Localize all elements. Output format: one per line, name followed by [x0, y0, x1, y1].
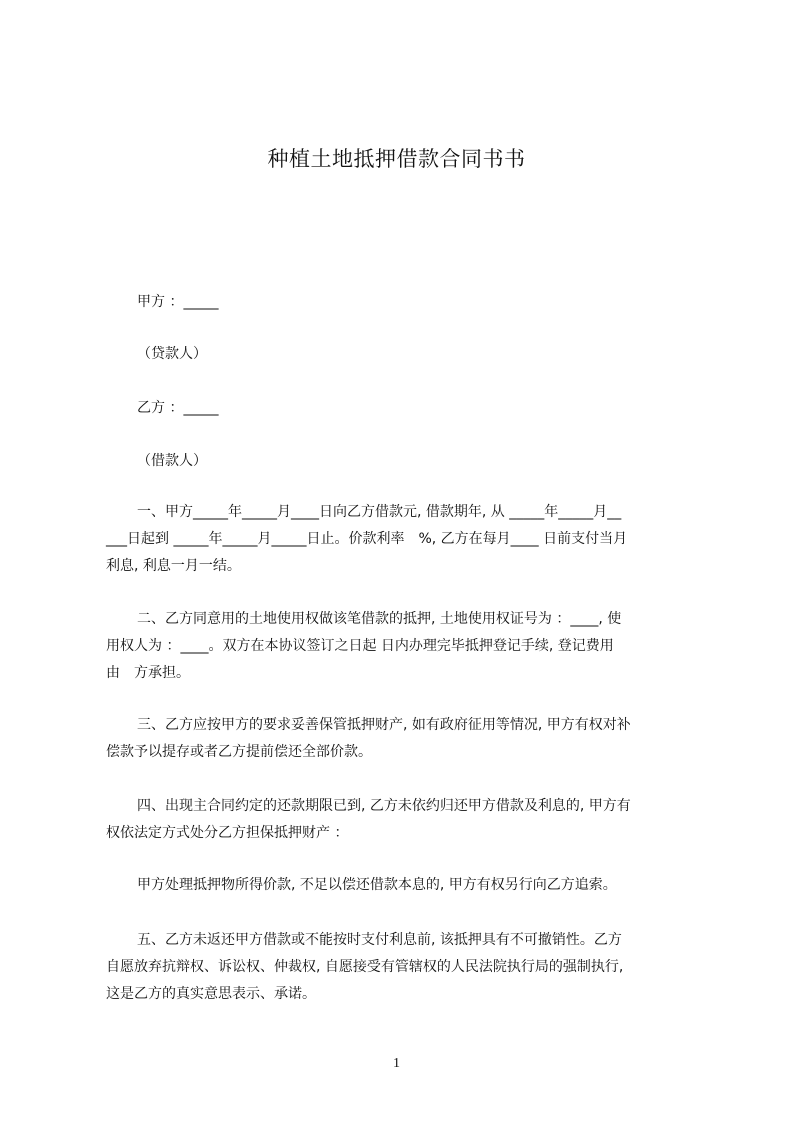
clause-3-line: 偿款予以提存或者乙方提前偿还全部价款。: [106, 744, 372, 760]
party-a-line: 甲方 ：_____: [137, 294, 219, 310]
page-number: 1: [393, 1056, 400, 1071]
clause-5-line: 这是乙方的真实意思表示、承诺。: [106, 986, 316, 1002]
clause-2-line: 用权人为 ：____。双方在本协议签订之日起 日内办理完毕抵押登记手续, 登记费用: [106, 638, 614, 654]
clause-1: [106, 499, 702, 580]
clause-4-note: 甲方处理抵押物所得价款, 不足以偿还借款本息的, 甲方有权另行向乙方追索。: [137, 877, 617, 893]
clause-5: [106, 927, 702, 1008]
clause-2-line: 二、乙方同意用的土地使用权做该笔借款的抵押, 土地使用权证号为 ：____, 使: [137, 611, 622, 627]
clause-4-line: 权依法定方式处分乙方担保抵押财产 ：: [106, 825, 349, 841]
party-a-role: （贷款人）: [137, 346, 207, 362]
page-title: 种植土地抵押借款合同书书: [267, 147, 526, 171]
clause-5-line: 五、乙方未返还甲方借款或不能按时支付利息前, 该抵押具有不可撤销性。乙方: [137, 932, 622, 948]
clause-2-line: 由 方承担。: [106, 665, 190, 681]
clause-4-line: 四、出现主合同约定的还款期限已到, 乙方未依约归还甲方借款及利息的, 甲方有: [137, 798, 631, 814]
clause-1-line: ___日起到 _____年_____月_____日止。价款利率 %, 乙方在每月____ 日前支付当月: [106, 531, 628, 547]
party-b-role: （借款人）: [137, 453, 207, 469]
clause-5-line: 自愿放弃抗辩权、诉讼权、仲裁权, 自愿接受有管辖权的人民法院执行局的强制执行,: [106, 959, 624, 975]
clause-4: [106, 793, 702, 847]
clause-3: [106, 712, 702, 766]
clause-2: [106, 606, 702, 687]
clause-1-line: 利息, 利息一月一结。: [106, 558, 241, 574]
clause-3-line: 三、乙方应按甲方的要求妥善保管抵押财产, 如有政府征用等情况, 甲方有权对补: [137, 717, 631, 733]
party-b-line: 乙方 ：_____: [137, 400, 219, 416]
clause-1-line: 一、甲方_____年_____月____日向乙方借款元, 借款期年, 从 _____年_____月__: [137, 504, 622, 520]
